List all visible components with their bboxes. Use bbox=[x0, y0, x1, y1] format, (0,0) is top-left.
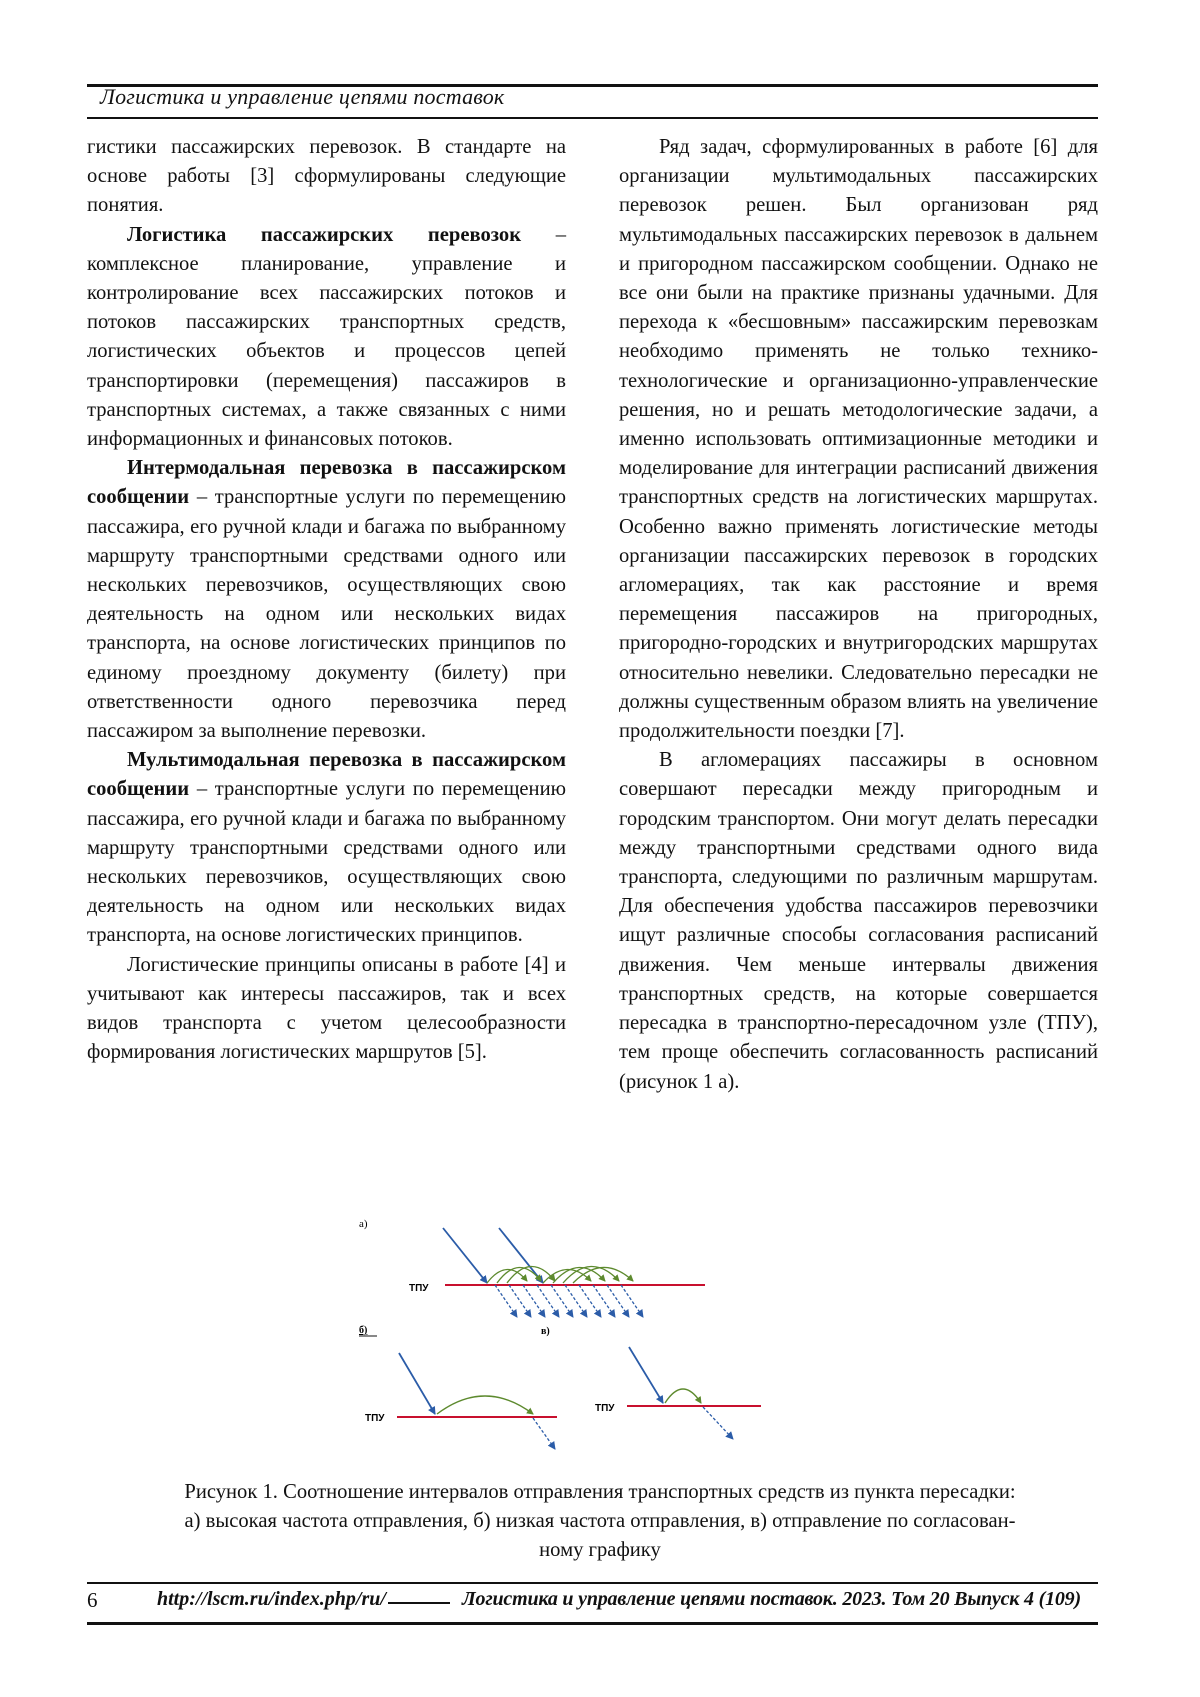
defined-term: Интермодальная перевозка в пассажирском сообщении bbox=[87, 457, 566, 509]
definition-paragraph bbox=[87, 221, 566, 455]
node-label-tpu: ТПУ bbox=[365, 1413, 385, 1424]
transfer-arc bbox=[665, 1389, 701, 1403]
departing-arrow bbox=[703, 1407, 733, 1439]
departing-arrow bbox=[533, 1418, 555, 1449]
caption-line: Рисунок 1. Соотношение интервалов отправления транспортных средств из пункта пересадки: bbox=[184, 1481, 1016, 1503]
figure-transfer-intervals bbox=[357, 1213, 797, 1480]
page-number: 6 bbox=[87, 1588, 98, 1612]
paragraph: Логистические принципы описаны в работе [4] и учитывают как интересы пассажиров, так и всех видов транспорта с учетом целесообразности формирования логистических маршрутов [5]. bbox=[87, 953, 566, 1064]
paragraph: Ряд задач, сформулированных в работе [6] для организации мультимодальных пассажирских перевозок решен. Был организован ряд мультимодальных пассажирских перевозок в дальнем и пригородном пассажирском сообщении. Однако не все они были на практике признаны удачными. Для перехода к «бесшовным» пассажирским перевозкам необходимо применять не только технико-технологические и организационно-управленческие решения, но и решать методологические задачи, а именно использовать оптимизационные методики и моделирование для интеграции расписаний движения транспортных средств на логистических маршрутах. Особенно важно применять логистические методы организации пассажирских перевозок в городских агломерациях, так как расстояние и время перемещения пассажиров на пригородных, пригородно-городских и внутригородских маршрутах относительно невелики. Следовательно пересадки не должны существенным образом влиять на увеличение продолжительности поездки [7]. bbox=[619, 136, 1098, 743]
definition-paragraph bbox=[87, 454, 566, 746]
panel-label-v: в) bbox=[541, 1326, 550, 1337]
node-label-tpu: ТПУ bbox=[595, 1403, 615, 1414]
paragraph: гистики пассажирских перевозок. В стандарте на основе работы [3] сформулированы следующие понятия. bbox=[87, 136, 566, 217]
running-header-title: Логистика и управление цепями поставок bbox=[100, 84, 505, 109]
defined-term: Логистика пассажирских перевозок bbox=[127, 223, 522, 246]
definition-text: – комплексное планирование, управление и контролирование всех пассажирских потоков и потоков пассажирских транспортных средств, логистических объектов и процессов цепей транспортировки (перемещения) пассажиров в транспортных системах, а также связанных с ними информационных и финансовых потоков. bbox=[87, 223, 566, 451]
footer-url-link[interactable]: http://lscm.ru/index.php/ru/ bbox=[157, 1588, 386, 1610]
node-label-tpu: ТПУ bbox=[409, 1283, 429, 1294]
caption-line: а) высокая частота отправления, б) низкая частота отправления, в) отправление по согласован- bbox=[184, 1510, 1016, 1532]
footer-bottom-rule bbox=[87, 1622, 1098, 1625]
definition-text: – транспортные услуги по перемещению пассажира, его ручной клади и багажа по выбранному маршруту транспортными средствами одного или нескольких перевозчиков, осуществляющих свою деятельность на одном или нескольких видах транспорта, на основе логистических принципов. bbox=[87, 778, 566, 947]
figure-caption bbox=[90, 1478, 1110, 1565]
panel-label-a: а) bbox=[359, 1218, 368, 1230]
transfer-arcs-a bbox=[487, 1266, 633, 1283]
definition-paragraph bbox=[87, 746, 566, 950]
arriving-arrow bbox=[399, 1353, 435, 1414]
footer-top-rule bbox=[87, 1582, 1098, 1584]
defined-term: Мультимодальная перевозка в пассажирском сообщении bbox=[87, 749, 566, 801]
right-text-column bbox=[619, 133, 1098, 1097]
arriving-arrow bbox=[629, 1347, 663, 1403]
caption-line: ному графику bbox=[539, 1539, 661, 1561]
transfer-arc bbox=[437, 1396, 533, 1414]
departing-arrows-a bbox=[495, 1285, 643, 1317]
definition-text: – транспортные услуги по перемещению пассажира, его ручной клади и багажа по выбранному маршруту транспортными средствами одного или нескольких перевозчиков, осуществляющих свою деятельность на одном или нескольких видах транспорта, на основе логистических принципов по единому проездному документу (билету) при ответственности одного перевозчика перед пассажиром за выполнение перевозки. bbox=[87, 486, 566, 743]
header-bottom-rule bbox=[87, 117, 1098, 119]
footer-separator-dash bbox=[388, 1602, 450, 1604]
panel-label-b: б) bbox=[359, 1325, 368, 1336]
left-text-column bbox=[87, 133, 566, 1068]
paragraph: В агломерациях пассажиры в основном совершают пересадки между пригородным и городским транспортом. Они могут делать пересадки между транспортными средствами одного вида транспорта, следующими по различным маршрутам. Для обеспечения удобства пассажиров перевозчики ищут различные способы согласования расписаний движения. Чем меньше интервалы движения транспортных средств, на которые совершается пересадка в транспортно-пересадочном узле (ТПУ), тем проще обеспечить согласованность расписаний (рисунок 1 а). bbox=[619, 749, 1098, 1093]
footer-journal-citation: Логистика и управление цепями поставок. 2023. Том 20 Выпуск 4 (109) bbox=[462, 1588, 1081, 1610]
arriving-arrow bbox=[443, 1228, 487, 1283]
figure-diagram bbox=[357, 1213, 797, 1480]
